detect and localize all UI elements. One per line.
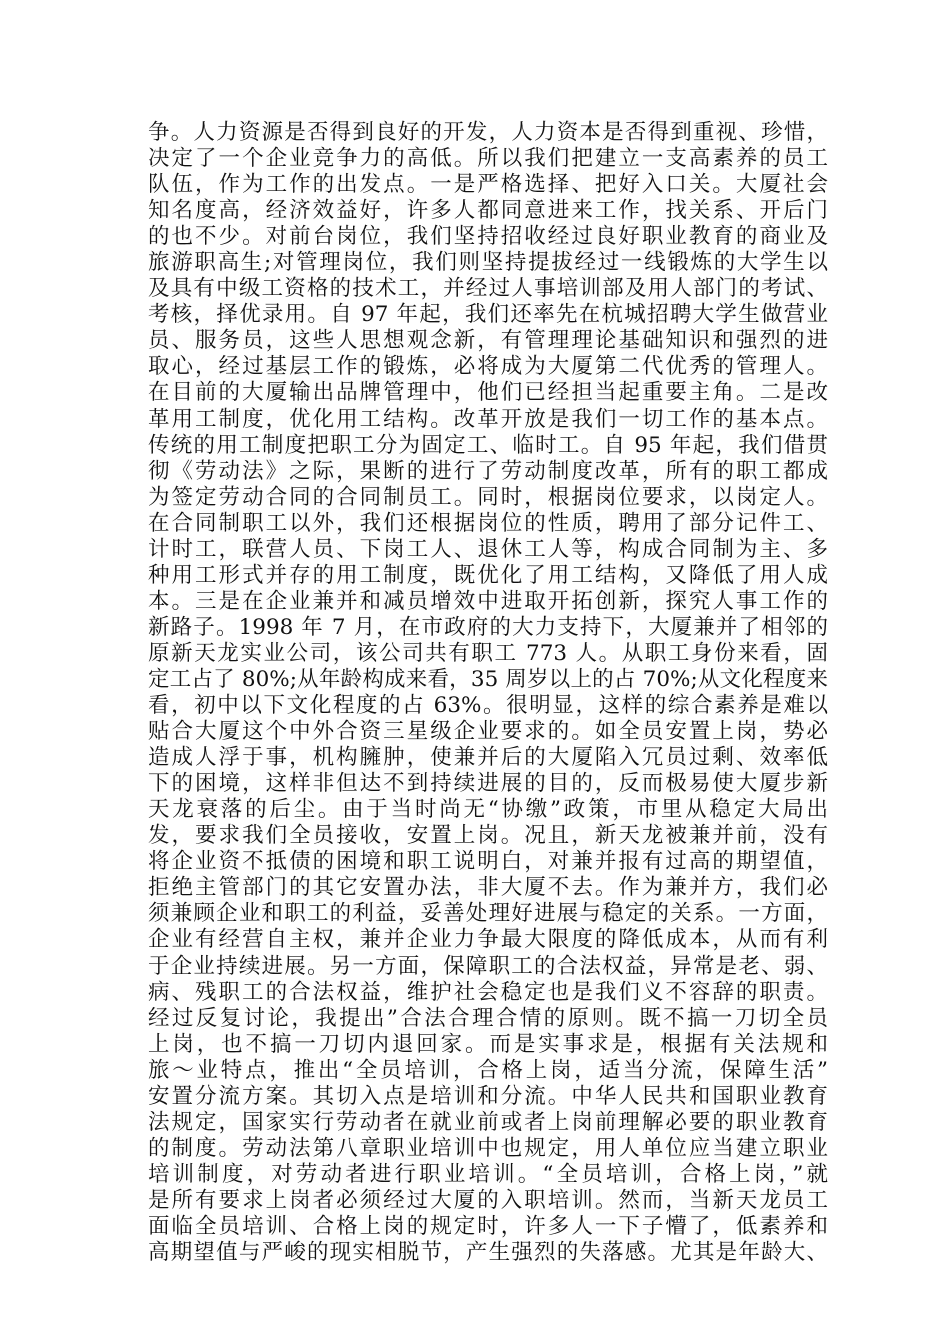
text-line: 在合同制职工以外，我们还根据岗位的性质，聘用了部分记件工、 — [148, 510, 828, 536]
text-line: 决定了一个企业竞争力的高低。所以我们把建立一支高素养的员工 — [148, 146, 828, 172]
text-line: 革用工制度，优化用工结构。改革开放是我们一切工作的基本点。 — [148, 406, 828, 432]
text-line: 看，初中以下文化程度的占 63%。很明显，这样的综合素养是难以 — [148, 693, 828, 719]
text-line: 高期望值与严峻的现实相脱节，产生强烈的失落感。尤其是年龄大、 — [148, 1240, 828, 1266]
text-line: 员、服务员，这些人思想观念新，有管理理论基础知识和强烈的进 — [148, 328, 828, 354]
text-line: 上岗，也不搞一刀切内退回家。而是实事求是，根据有关法规和 — [148, 1031, 828, 1057]
text-line: 旅游职高生;对管理岗位，我们则坚持提拔经过一线锻炼的大学生以 — [148, 250, 828, 276]
text-line: 安置分流方案。其切入点是培训和分流。中华人民共和国职业教育 — [148, 1083, 828, 1109]
text-line: 传统的用工制度把职工分为固定工、临时工。自 95 年起，我们借贯 — [148, 432, 828, 458]
text-line: 企业有经营自主权，兼并企业力争最大限度的降低成本，从而有利 — [148, 927, 828, 953]
text-line: 经过反复讨论，我提出”合法合理合情的原则。既不搞一刀切全员 — [148, 1005, 828, 1031]
text-line: 的制度。劳动法第八章职业培训中也规定，用人单位应当建立职业 — [148, 1135, 828, 1161]
text-line: 本。三是在企业兼并和减员增效中进取开拓创新，探究人事工作的 — [148, 588, 828, 614]
text-line: 发，要求我们全员接收，安置上岗。况且，新天龙被兼并前，没有 — [148, 823, 828, 849]
text-line: 彻《劳动法》之际，果断的进行了劳动制度改革，所有的职工都成 — [148, 458, 828, 484]
text-line: 取心，经过基层工作的锻炼，必将成为大厦第二代优秀的管理人。 — [148, 354, 828, 380]
text-line: 在目前的大厦输出品牌管理中，他们已经担当起重要主角。二是改 — [148, 380, 828, 406]
text-line: 将企业资不抵债的困境和职工说明白，对兼并报有过高的期望值， — [148, 849, 828, 875]
text-line: 及具有中级工资格的技术工，并经过人事培训部及用人部门的考试、 — [148, 276, 828, 302]
text-line: 贴合大厦这个中外合资三星级企业要求的。如全员安置上岗，势必 — [148, 719, 828, 745]
text-line: 法规定，国家实行劳动者在就业前或者上岗前理解必要的职业教育 — [148, 1109, 828, 1135]
text-line: 计时工，联营人员、下岗工人、退休工人等，构成合同制为主、多 — [148, 536, 828, 562]
text-line: 于企业持续进展。另一方面，保障职工的合法权益，异常是老、弱、 — [148, 953, 828, 979]
text-line: 旅～业特点，推出“全员培训，合格上岗，适当分流，保障生活” — [148, 1057, 828, 1083]
text-line: 为签定劳动合同的合同制员工。同时，根据岗位要求，以岗定人。 — [148, 484, 828, 510]
text-line: 是所有要求上岗者必须经过大厦的入职培训。然而，当新天龙员工 — [148, 1187, 828, 1213]
text-line: 病、残职工的合法权益，维护社会稳定也是我们义不容辞的职责。 — [148, 979, 828, 1005]
text-line: 原新天龙实业公司，该公司共有职工 773 人。从职工身份来看，固 — [148, 640, 828, 666]
text-line: 定工占了 80%;从年龄构成来看，35 周岁以上的占 70%;从文化程度来 — [148, 666, 828, 692]
text-line: 争。人力资源是否得到良好的开发，人力资本是否得到重视、珍惜， — [148, 120, 828, 145]
text-line: 种用工形式并存的用工制度，既优化了用工结构，又降低了用人成 — [148, 562, 828, 588]
text-line: 队伍，作为工作的出发点。一是严格选择、把好入口关。大厦社会 — [148, 172, 828, 198]
text-line: 的也不少。对前台岗位，我们坚持招收经过良好职业教育的商业及 — [148, 224, 828, 250]
text-line: 须兼顾企业和职工的利益，妥善处理好进展与稳定的关系。一方面， — [148, 901, 828, 927]
text-line: 天龙衰落的后尘。由于当时尚无“协缴”政策，市里从稳定大局出 — [148, 797, 828, 823]
text-line: 新路子。1998 年 7 月，在市政府的大力支持下，大厦兼并了相邻的 — [148, 614, 828, 640]
text-line: 考核，择优录用。自 97 年起，我们还率先在杭城招聘大学生做营业 — [148, 302, 828, 328]
text-line: 面临全员培训、合格上岗的规定时，许多人一下子懵了，低素养和 — [148, 1213, 828, 1239]
body-text — [148, 120, 828, 1266]
text-line: 造成人浮于事，机构臃肿，使兼并后的大厦陷入冗员过剩、效率低 — [148, 745, 828, 771]
text-line: 拒绝主管部门的其它安置办法，非大厦不去。作为兼并方，我们必 — [148, 875, 828, 901]
text-line: 培训制度，对劳动者进行职业培训。“全员培训，合格上岗，”就 — [148, 1161, 828, 1187]
text-line: 下的困境，这样非但达不到持续进展的目的，反而极易使大厦步新 — [148, 771, 828, 797]
text-line: 知名度高，经济效益好，许多人都同意进来工作，找关系、开后门 — [148, 198, 828, 224]
